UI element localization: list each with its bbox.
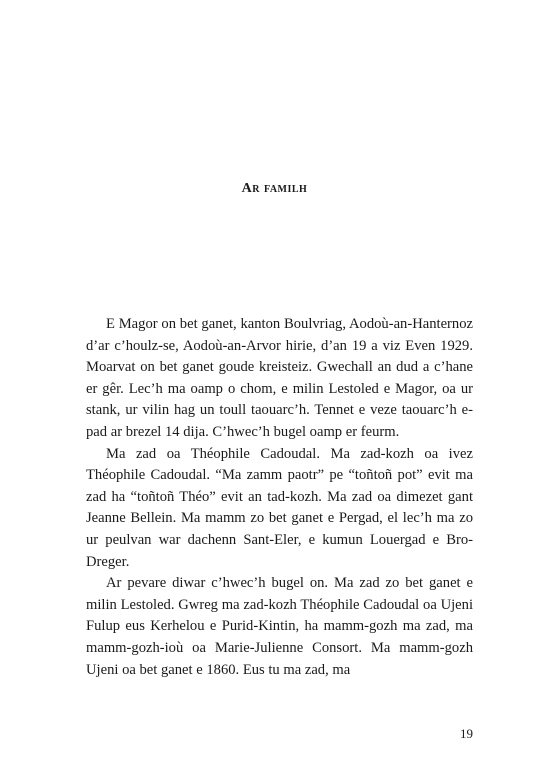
- paragraph-1: E Magor on bet ganet, kanton Boulvriag, Aodoù-an-Hanternoz d’ar c’houlz-se, Aodoù-an-Arvor hirie, d’an 19 a viz Even 1929. Moarvat on bet ganet goude kreisteiz. Gwechall an dud a c’hane er gêr. Lec’h ma oamp o chom, e milin Lestoled e Magor, oa ur stank, ur vilin hag un toull taouarc’h. Tennet e veze taouarc’h e-pad ar brezel 14 dija. C’hwec’h bugel oamp er feurm.: [86, 316, 473, 440]
- page-number: 19: [460, 726, 473, 741]
- chapter-title: Ar familh: [241, 181, 308, 196]
- paragraph-3: Ar pevare diwar c’hwec’h bugel on. Ma zad zo bet ganet e milin Lestoled. Gwreg ma zad-kozh Théophile Cadoudal oa Ujeni Fulup eus Kerhelou e Purid-Kintin, ha mamm-gozh ma zad, ma mamm-gozh-ioù oa Marie-Julienne Consort. Ma mamm-gozh Ujeni oa bet ganet e 1860. Eus tu ma zad, ma: [86, 575, 473, 678]
- body-text: [86, 314, 473, 681]
- paragraph-2: Ma zad oa Théophile Cadoudal. Ma zad-kozh oa ivez Théophile Cadoudal. “Ma zamm paotr” pe “toñtoñ pot” evit ma zad ha “toñtoñ Théo” evit an tad-kozh. Ma zad oa dimezet gant Jeanne Bellein. Ma mamm zo bet ganet e Pergad, el lec’h ma zo ur peulvan war dachenn Sant-Eler, e kumun Louergad e Bro-Dreger.: [86, 445, 473, 570]
